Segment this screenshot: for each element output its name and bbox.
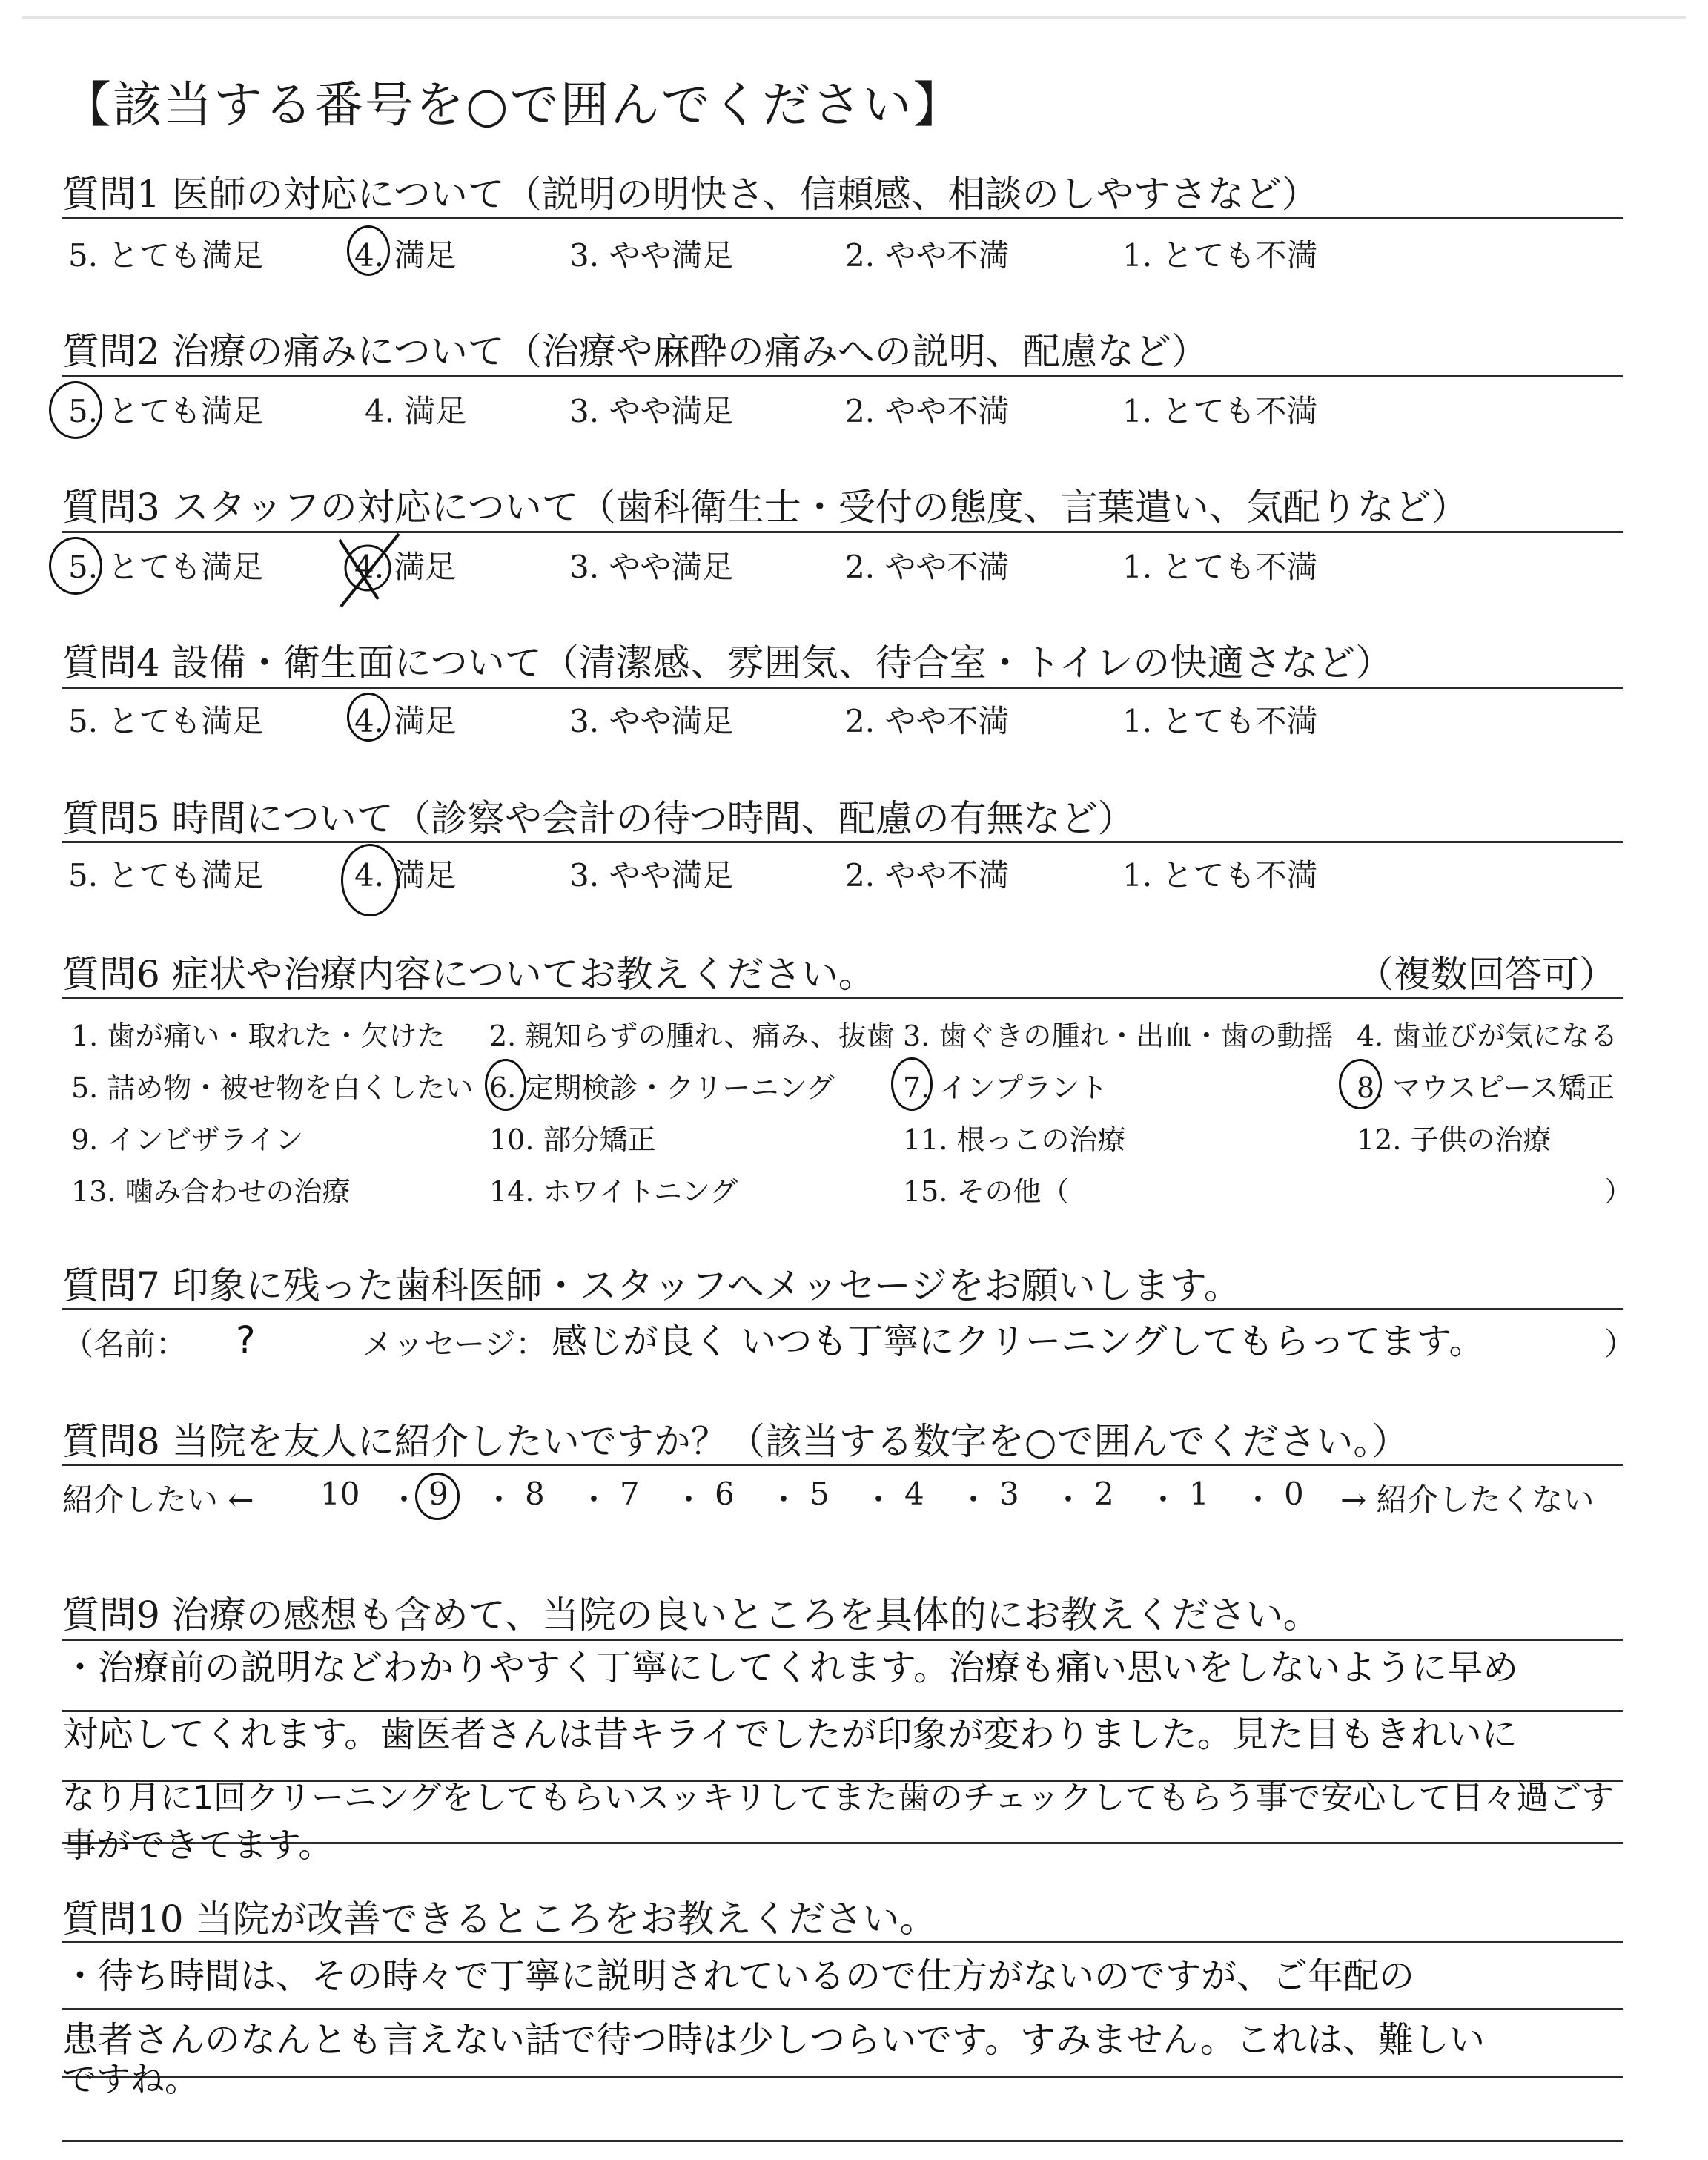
q9-answer-line-3[interactable]: なり月に1回クリーニングをしてもらいスッキリしてまた歯のチェックしてもらう事で安心して日々過ごす (62, 1779, 1615, 1817)
q8-score-7[interactable]: 7 (620, 1476, 640, 1512)
q4-option-3[interactable]: 3. やや満足 (569, 703, 734, 739)
q6-other-close-paren: ） (1604, 1175, 1633, 1208)
q8-separator: ・ (863, 1482, 895, 1518)
q2-selection-circle (49, 381, 102, 439)
q5-selection-circle (341, 844, 399, 916)
q5-option-1[interactable]: 1. とても不満 (1122, 857, 1318, 894)
q1-option-5[interactable]: 5. とても満足 (68, 237, 264, 274)
q8-separator: ・ (578, 1482, 610, 1518)
q5-option-2[interactable]: 2. やや不満 (845, 857, 1010, 894)
q10-rule-1 (62, 1941, 1623, 1943)
q2-rule (62, 375, 1623, 377)
q6-item-12[interactable]: 12. 子供の治療 (1357, 1123, 1552, 1156)
q6-item-9[interactable]: 9. インビザライン (71, 1123, 304, 1156)
q8-selection-circle (415, 1473, 460, 1520)
q8-score-0[interactable]: 0 (1284, 1476, 1304, 1512)
q10-rule-3 (62, 2076, 1623, 2078)
q1-option-1[interactable]: 1. とても不満 (1122, 237, 1318, 274)
q8-score-4[interactable]: 4 (904, 1476, 924, 1512)
q3-cross-out-mark (326, 525, 408, 614)
q4-rule (62, 687, 1623, 689)
q6-item-4[interactable]: 4. 歯並びが気になる (1357, 1020, 1618, 1052)
q2-option-3[interactable]: 3. やや満足 (569, 393, 734, 429)
q8-score-10[interactable]: 10 (320, 1476, 360, 1512)
q2-title: 質問2 治療の痛みについて（治療や麻酔の痛みへの説明、配慮など） (62, 330, 1208, 373)
q4-option-5[interactable]: 5. とても満足 (68, 703, 264, 739)
top-edge-line (22, 16, 1686, 19)
q3-title: 質問3 スタッフの対応について（歯科衛生士・受付の態度、言葉遣い、気配りなど） (62, 486, 1469, 529)
q10-rule-2 (62, 2008, 1623, 2010)
q4-option-2[interactable]: 2. やや不満 (845, 703, 1010, 739)
q6-title: 質問6 症状や治療内容についてお教えください。 (62, 953, 875, 996)
q6-item-10[interactable]: 10. 部分矯正 (489, 1123, 656, 1156)
q8-separator: ・ (483, 1482, 515, 1518)
q8-rule (62, 1464, 1623, 1466)
q6-item-7-selection-circle (891, 1057, 933, 1111)
q3-option-1[interactable]: 1. とても不満 (1122, 549, 1318, 585)
q3-option-3[interactable]: 3. やや満足 (569, 549, 734, 585)
q2-option-1[interactable]: 1. とても不満 (1122, 393, 1318, 429)
q8-left-label: 紹介したい ← (62, 1482, 254, 1518)
q6-item-14[interactable]: 14. ホワイトニング (489, 1175, 738, 1208)
q8-separator: ・ (1148, 1482, 1179, 1518)
q6-item-8[interactable]: 8. マウスピース矯正 (1357, 1071, 1615, 1104)
q6-item-15[interactable]: 15. その他（ (903, 1175, 1070, 1208)
q6-item-1[interactable]: 1. 歯が痛い・取れた・欠けた (71, 1020, 446, 1052)
q6-item-5[interactable]: 5. 詰め物・被せ物を白くしたい (71, 1071, 474, 1104)
q3-option-5[interactable]: 5. とても満足 (68, 549, 264, 585)
q8-separator: ・ (388, 1482, 420, 1518)
q1-option-4[interactable]: 4. 満足 (354, 237, 457, 274)
q8-separator: ・ (1242, 1482, 1274, 1518)
q9-title: 質問9 治療の感想も含めて、当院の良いところを具体的にお教えください。 (62, 1593, 1320, 1636)
q8-separator: ・ (768, 1482, 800, 1518)
q3-option-4[interactable]: 4. 満足 (354, 549, 457, 585)
q9-answer-line-1[interactable]: ・治療前の説明などわかりやすく丁寧にしてくれます。治療も痛い思いをしないように早め (62, 1647, 1519, 1688)
q10-answer-line-3[interactable]: ですね。 (62, 2059, 199, 2099)
q6-item-7[interactable]: 7. インプラント (903, 1071, 1108, 1104)
q8-separator: ・ (1053, 1482, 1085, 1518)
q7-name-value[interactable]: ? (236, 1318, 256, 1361)
q6-item-11[interactable]: 11. 根っこの治療 (903, 1123, 1126, 1156)
q7-message-label: メッセージ： (362, 1326, 547, 1362)
q7-name-label: （名前： (62, 1326, 188, 1362)
q1-rule (62, 217, 1623, 219)
q5-rule (62, 841, 1623, 843)
q10-answer-line-1[interactable]: ・待ち時間は、その時々で丁寧に説明されているので仕方がないのですが、ご年配の (62, 1955, 1415, 1997)
q2-option-2[interactable]: 2. やや不満 (845, 393, 1010, 429)
q5-option-4[interactable]: 4. 満足 (354, 857, 457, 894)
q10-title: 質問10 当院が改善できるところをお教えください。 (62, 1898, 937, 1941)
q10-answer-line-2[interactable]: 患者さんのなんとも言えない話で待つ時は少しつらいです。すみません。これは、難しい (62, 2019, 1486, 2061)
q8-score-3[interactable]: 3 (999, 1476, 1019, 1512)
q8-score-8[interactable]: 8 (525, 1476, 545, 1512)
q5-title: 質問5 時間について（診察や会計の待つ時間、配慮の有無など） (62, 797, 1135, 840)
q6-item-6[interactable]: 6. 定期検診・クリーニング (489, 1071, 835, 1104)
q8-score-6[interactable]: 6 (715, 1476, 735, 1512)
q8-title: 質問8 当院を友人に紹介したいですか？（該当する数字を○で囲んでください。） (62, 1420, 1409, 1463)
q1-title: 質問1 医師の対応について（説明の明快さ、信頼感、相談のしやすさなど） (62, 173, 1319, 216)
q8-score-5[interactable]: 5 (810, 1476, 830, 1512)
q6-multiple-answer-note: （複数回答可） (1357, 953, 1616, 996)
q7-message-value[interactable]: 感じが良く いつも丁寧にクリーニングしてもらってます。 (552, 1321, 1485, 1362)
q6-item-8-selection-circle (1339, 1059, 1382, 1109)
q5-option-3[interactable]: 3. やや満足 (569, 857, 734, 894)
q6-item-6-selection-circle (485, 1059, 526, 1111)
q9-answer-line-4[interactable]: 事ができてます。 (62, 1825, 333, 1865)
q3-rule (62, 531, 1623, 533)
q10-rule-4 (62, 2140, 1623, 2142)
q6-rule (62, 997, 1623, 999)
q9-answer-line-2[interactable]: 対応してくれます。歯医者さんは昔キライでしたが印象が変わりました。見た目もきれいに (62, 1714, 1517, 1755)
q6-item-13[interactable]: 13. 噛み合わせの治療 (71, 1175, 351, 1208)
q1-option-3[interactable]: 3. やや満足 (569, 237, 734, 274)
q6-item-3[interactable]: 3. 歯ぐきの腫れ・出血・歯の動揺 (903, 1020, 1334, 1052)
q8-right-label: → 紹介したくない (1340, 1482, 1595, 1518)
q6-item-2[interactable]: 2. 親知らずの腫れ、痛み、抜歯 (489, 1020, 895, 1052)
q4-option-4[interactable]: 4. 満足 (354, 703, 457, 739)
q7-rule (62, 1308, 1623, 1310)
q8-score-2[interactable]: 2 (1094, 1476, 1114, 1512)
q7-title: 質問7 印象に残った歯科医師・スタッフへメッセージをお願いします。 (62, 1264, 1241, 1307)
q1-selection-circle (347, 225, 390, 276)
q8-score-1[interactable]: 1 (1189, 1476, 1209, 1512)
q5-option-5[interactable]: 5. とても満足 (68, 857, 264, 894)
q2-option-5[interactable]: 5. とても満足 (68, 393, 264, 429)
q8-separator: ・ (958, 1482, 990, 1518)
q8-score-9[interactable]: 9 (428, 1476, 448, 1512)
q4-selection-circle (347, 693, 390, 742)
q8-separator: ・ (673, 1482, 705, 1518)
q4-option-1[interactable]: 1. とても不満 (1122, 703, 1318, 739)
q3-selection-circle (49, 537, 102, 595)
q4-title: 質問4 設備・衛生面について（清潔感、雰囲気、待合室・トイレの快適さなど） (62, 641, 1393, 684)
q3-option-2[interactable]: 2. やや不満 (845, 549, 1010, 585)
q2-option-4[interactable]: 4. 満足 (365, 393, 467, 429)
q7-close-paren: ） (1604, 1326, 1636, 1362)
q1-option-2[interactable]: 2. やや不満 (845, 237, 1010, 274)
page-heading: 【該当する番号を○で囲んでください】 (62, 76, 964, 133)
